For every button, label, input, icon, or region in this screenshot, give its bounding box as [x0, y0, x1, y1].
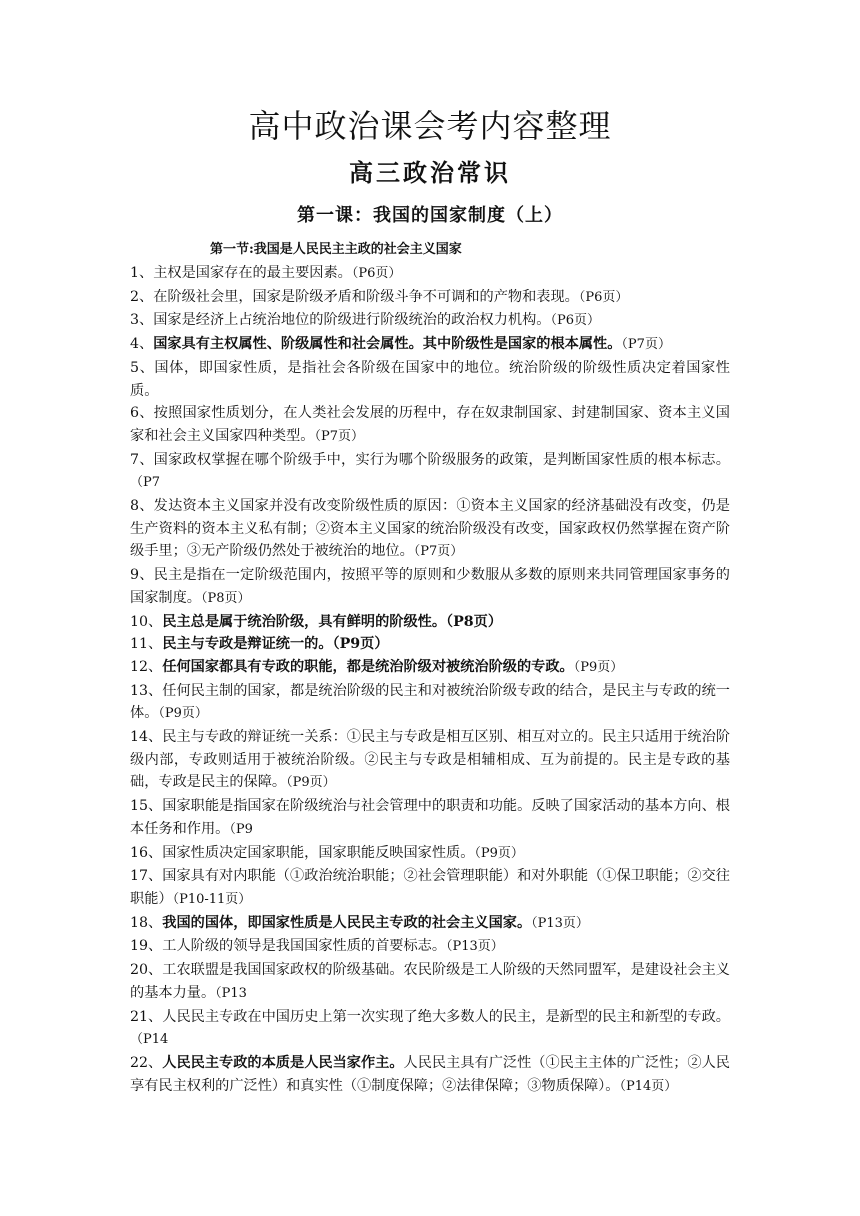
item-text: 民主是指在一定阶级范围内，按照平等的原则和少数服从多数的原则来共同管理国家事务的国家制度。: [130, 567, 730, 606]
item-bold-text: 民主总是属于统治阶级，具有鲜明的阶级性。（P8页）: [162, 613, 503, 630]
item-text: 国家是经济上占统治地位的阶级进行阶级统治的政治权力机构。: [153, 312, 551, 329]
item-number: 20、: [130, 962, 163, 979]
item-list: [130, 262, 730, 1098]
item-number: 9、: [130, 567, 154, 584]
item-number: 5、: [130, 359, 155, 376]
item-text: 工农联盟是我国国家政权的阶级基础。农民阶级是工人阶级的天然同盟军，是建设社会主义的基本力量。: [130, 962, 730, 1001]
item-page-ref: （P6页）: [550, 313, 601, 329]
item-number: 6、: [130, 405, 154, 422]
item-page-ref: （P9页）: [286, 775, 336, 791]
item-page-ref: （P9页）: [474, 845, 524, 861]
item-text: 国家性质决定国家职能，国家职能反映国家性质。: [162, 844, 475, 861]
item-number: 3、: [130, 312, 154, 329]
list-item: [130, 449, 730, 495]
item-number: 16、: [130, 844, 163, 861]
item-number: 1、: [130, 265, 154, 281]
item-number: 21、: [130, 1008, 163, 1025]
item-number: 4、: [130, 336, 154, 353]
item-number: 7、: [130, 451, 154, 468]
list-item: [130, 795, 730, 841]
item-text: 国家政权掌握在哪个阶级手中，实行为哪个阶级服务的政策，是判断国家性质的根本标志。: [153, 451, 730, 468]
list-item: [130, 633, 730, 656]
item-page-ref: （P9页）: [158, 706, 208, 722]
item-page-ref: （P7: [130, 475, 161, 491]
item-number: 14、: [130, 729, 163, 746]
item-page-ref: （P7页）: [621, 337, 671, 353]
list-item: [130, 286, 730, 310]
item-number: 22、: [130, 1054, 163, 1071]
item-page-ref: （P7页）: [413, 544, 464, 560]
item-text: 国家职能是指国家在阶级统治与社会管理中的职责和功能。反映了国家活动的基本方向、根本任务和作用。: [130, 798, 730, 837]
list-item: [130, 842, 730, 866]
list-item: [130, 402, 730, 448]
list-item: [130, 357, 730, 402]
item-page-ref: （P6页）: [351, 266, 402, 281]
item-text: 在阶级社会里，国家是阶级矛盾和阶级斗争不可调和的产物和表现。: [153, 288, 579, 305]
list-item: [130, 656, 730, 680]
list-item: [130, 495, 730, 564]
item-page-ref: （P14页）: [619, 1078, 678, 1094]
list-item: [130, 959, 730, 1005]
item-bold-text: 人民民主专政的本质是人民当家作主。: [162, 1054, 404, 1071]
section-heading: 第一节:我国是人民民主主政的社会主义国家: [210, 242, 462, 257]
item-number: 12、: [130, 658, 163, 675]
list-item: [130, 1052, 730, 1098]
list-item: [130, 1006, 730, 1052]
list-item: [130, 680, 730, 726]
item-number: 10、: [130, 613, 163, 630]
list-item: [130, 333, 730, 357]
item-page-ref: （P14: [130, 1032, 169, 1048]
list-item: [130, 611, 730, 634]
list-item: [130, 912, 730, 936]
list-item: [130, 865, 730, 911]
item-page-ref: （P13: [215, 985, 247, 1001]
item-number: 18、: [130, 914, 163, 931]
item-page-ref: （P9: [229, 821, 253, 837]
item-text: 国体，即国家性质，是指社会各阶级在国家中的地位。统治阶级的阶级性质决定着国家性质。: [130, 359, 730, 399]
item-text: 主权是国家存在的最主要因素。: [153, 265, 352, 281]
item-text: 国家具有对内职能（①政治统治职能；②社会管理职能）和对外职能（①保卫职能；②交往职能）: [130, 868, 730, 907]
item-number: 11、: [130, 636, 163, 653]
item-page-ref: （P6页）: [578, 289, 629, 305]
item-page-ref: （P8页）: [200, 590, 251, 606]
item-page-ref: （P13页）: [531, 915, 589, 931]
item-number: 19、: [130, 938, 163, 955]
item-page-ref: （P13页）: [446, 939, 504, 955]
item-text: 发达资本主义国家并没有改变阶级性质的原因：①资本主义国家的经济基础没有改变，仍是生产资料的资本主义私有制；②资本主义国家的统治阶级没有改变，国家政权仍然掌握在资产阶级手里；③无产阶级仍然处于被统治的地位。: [130, 498, 730, 560]
item-number: 15、: [130, 798, 163, 815]
item-number: 8、: [130, 498, 154, 515]
item-bold-text: 民主与专政是辩证统一的。（P9页）: [162, 636, 389, 653]
list-item: [130, 726, 730, 795]
item-number: 2、: [130, 288, 154, 305]
item-number: 13、: [130, 682, 163, 699]
item-text: 工人阶级的领导是我国国家性质的首要标志。: [162, 938, 447, 955]
item-bold-text: 国家具有主权属性、阶级属性和社会属性。其中阶级性是国家的根本属性。: [153, 336, 622, 353]
item-number: 17、: [130, 868, 163, 885]
item-text: 任何民主制的国家，都是统治阶级的民主和对被统治阶级专政的结合，是民主与专政的统一体。: [130, 682, 730, 722]
item-page-ref: （P10-11页）: [172, 891, 252, 907]
document-subtitle: 高三政治常识: [349, 158, 511, 187]
lesson-heading: 第一课：我国的国家制度（上）: [297, 205, 563, 226]
list-item: [130, 309, 730, 333]
item-text: 人民民主专政在中国历史上第一次实现了绝大多数人的民主，是新型的民主和新型的专政。: [162, 1008, 730, 1025]
item-text: 民主与专政的辩证统一关系：①民主与专政是相互区别、相互对立的。民主只适用于统治阶级内部，专政则适用于被统治阶级。②民主与专政是相辅相成、互为前提的。民主是专政的基础，专政是民主的保障。: [130, 729, 730, 791]
item-bold-text: 我国的国体，即国家性质是人民民主专政的社会主义国家。: [162, 914, 532, 931]
item-page-ref: （P9页）: [573, 659, 624, 675]
item-bold-text: 任何国家都具有专政的职能，都是统治阶级对被统治阶级的专政。: [162, 658, 574, 675]
item-text: 人民民主具有广泛性（①民主主体的广泛性；②人民享有民主权利的广泛性）和真实性（①制度保障；②法律保障；③物质保障）。: [130, 1054, 730, 1094]
list-item: [130, 262, 730, 286]
list-item: [130, 935, 730, 959]
document-title: 高中政治课会考内容整理: [248, 107, 612, 145]
list-item: [130, 564, 730, 610]
item-text: 按照国家性质划分，在人类社会发展的历程中，存在奴隶制国家、封建制国家、资本主义国家和社会主义国家四种类型。: [130, 405, 730, 444]
item-page-ref: （P7页）: [314, 428, 364, 444]
